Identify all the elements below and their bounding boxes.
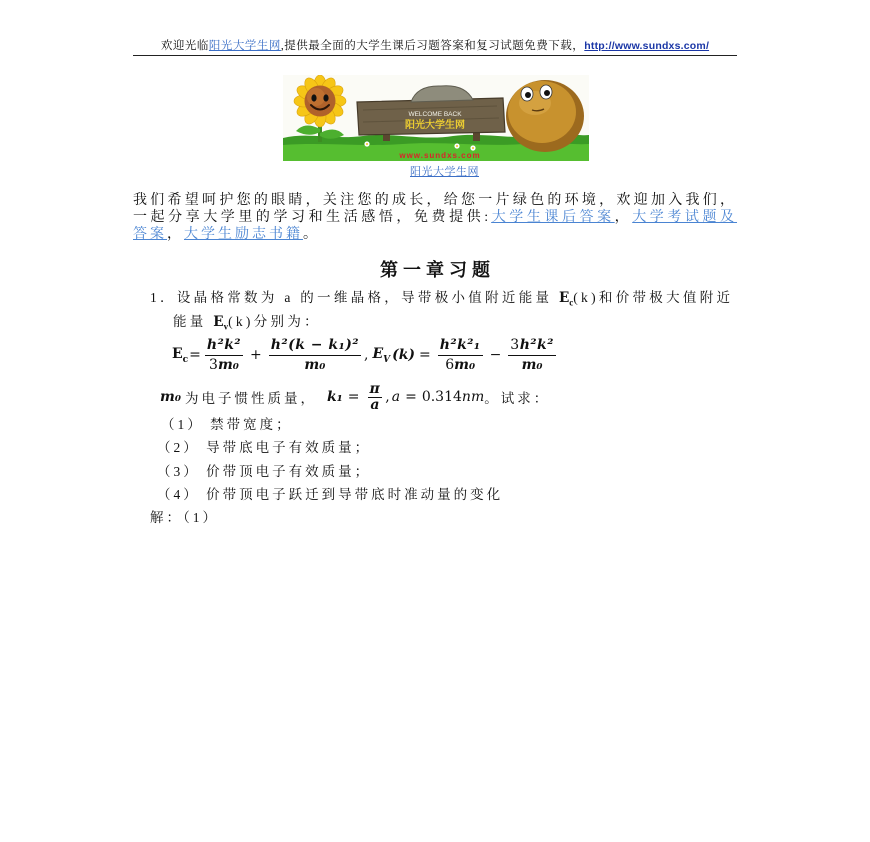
banner-image	[283, 75, 589, 161]
formula-subscript: V	[383, 354, 391, 365]
comma: ,	[385, 389, 390, 405]
numerator: h²(k − k₁)²	[269, 337, 361, 356]
denominator: a	[370, 396, 380, 413]
pi-over-a-fraction	[368, 380, 383, 413]
link-course-answers[interactable]: 大学生课后答案	[491, 210, 615, 225]
flower-center	[366, 143, 368, 145]
ev-symbol: E	[213, 314, 224, 330]
intro-text: 一起分享大学里的学习和生活感悟，免费提供:	[133, 210, 492, 225]
fraction-term-2	[269, 337, 361, 374]
problem-text: 1．设晶格常数为 a 的一维晶格，导带极小值附近能量	[150, 290, 559, 305]
wall-nut	[506, 80, 584, 152]
fraction-term-3	[438, 337, 483, 374]
intro-separator: ，	[614, 210, 633, 225]
problem-text: 能量	[173, 314, 214, 329]
numerator: π	[369, 380, 381, 397]
intro-line-2	[133, 209, 737, 226]
formula-argument: (k)	[392, 347, 416, 363]
sign-welcome-text: WELCOME BACK	[408, 111, 462, 118]
m0-symbol: m₀	[160, 389, 181, 405]
lattice-constant-value: 0.314	[421, 389, 462, 405]
denominator	[445, 356, 475, 374]
wall-nut-pupil	[544, 90, 550, 96]
lattice-constant-unit: nm	[461, 389, 485, 405]
solution-start: 解：（1）	[150, 510, 219, 525]
numerator: h²k²₁	[438, 337, 483, 356]
ec-symbol: E	[558, 290, 570, 306]
given-values-line	[160, 380, 551, 413]
minus-sign: −	[489, 347, 502, 363]
numerator: h²k²	[205, 337, 243, 356]
intro-line-1	[133, 192, 737, 209]
wall-nut-pupil	[525, 92, 531, 98]
flower-center	[472, 147, 474, 149]
header-divider	[133, 55, 737, 56]
equals-sign: =	[347, 389, 360, 405]
denominator: m₀	[304, 356, 326, 373]
formula-subscript: c	[182, 354, 189, 365]
variable: h²k²	[519, 336, 554, 353]
header-site-link[interactable]: 阳光大学生网	[208, 40, 281, 52]
ec-subscript: c	[569, 297, 574, 308]
page-header	[133, 39, 737, 53]
comma: ,	[363, 347, 369, 363]
list-item: （2） 导带底电子有效质量；	[157, 440, 372, 456]
link-motivational-books[interactable]: 大学生励志书籍	[184, 227, 303, 242]
coefficient: 3	[209, 356, 218, 373]
banner-graphic	[283, 75, 589, 161]
intro-line-3	[133, 226, 737, 243]
m0-description: 为电子惯性质量，	[184, 391, 317, 406]
fraction-term-1	[205, 337, 243, 374]
ev-subscript: v	[223, 321, 229, 332]
variable: m₀	[217, 356, 239, 373]
equals-sign: =	[405, 389, 417, 405]
header-description-text: ,提供最全面的大学生课后习题答案和复习试题免费下载，	[280, 40, 585, 52]
energy-band-formula	[172, 336, 559, 374]
task-list	[157, 413, 503, 506]
header-url-link[interactable]: http://www.sundxs.com/	[584, 40, 710, 52]
header-welcome-text: 欢迎光临	[160, 40, 209, 52]
list-item: （1） 禁带宽度；	[161, 417, 293, 432]
formula-symbol: E	[172, 345, 183, 362]
intro-paragraph	[133, 192, 737, 243]
sunflower-eye	[311, 94, 316, 101]
denominator	[209, 356, 239, 374]
fraction-term-4	[508, 337, 556, 374]
chapter-title: 第一章习题	[380, 260, 495, 280]
coefficient: 6	[445, 356, 455, 373]
variable: m₀	[454, 356, 476, 373]
list-item: （3） 价带顶电子有效质量；	[157, 463, 372, 479]
banner-footer-url: www.sundxs.com	[399, 151, 481, 160]
problem-text: (k)和价带极大值附近	[573, 290, 734, 305]
a-symbol: a	[391, 389, 401, 405]
intro-separator: ，	[167, 227, 184, 242]
sign-site-name: 阳光大学生网	[405, 120, 465, 131]
numerator	[508, 337, 556, 356]
banner-caption-link[interactable]: 阳光大学生网	[410, 166, 479, 178]
plus-sign: +	[250, 347, 262, 363]
intro-end: 。	[303, 227, 320, 242]
k1-symbol: k₁	[326, 389, 343, 405]
problem-line-2	[173, 313, 321, 336]
coefficient: 3	[510, 336, 520, 353]
ev-formula-symbol	[372, 346, 390, 365]
problem-line-1	[150, 289, 733, 312]
ec-formula-symbol	[172, 346, 188, 365]
question-prompt: 。试求：	[484, 391, 551, 406]
intro-text: 我们希望呵护您的眼睛，关注您的成长，给您一片绿色的环境，欢迎加入我们，	[133, 193, 737, 208]
flower-center	[456, 145, 458, 147]
problem-text: (k)分别为：	[228, 314, 321, 329]
link-exam-questions[interactable]: 大学考试题及	[632, 210, 738, 225]
list-item: （4） 价带顶电子跃迁到导带底时准动量的变化	[157, 486, 504, 502]
equals-sign: =	[189, 347, 201, 363]
link-exam-questions-continued[interactable]: 答案	[133, 227, 167, 242]
denominator: m₀	[521, 356, 543, 373]
sunflower-eye	[323, 94, 328, 101]
equals-sign: =	[419, 347, 431, 363]
formula-symbol: E	[372, 345, 384, 362]
